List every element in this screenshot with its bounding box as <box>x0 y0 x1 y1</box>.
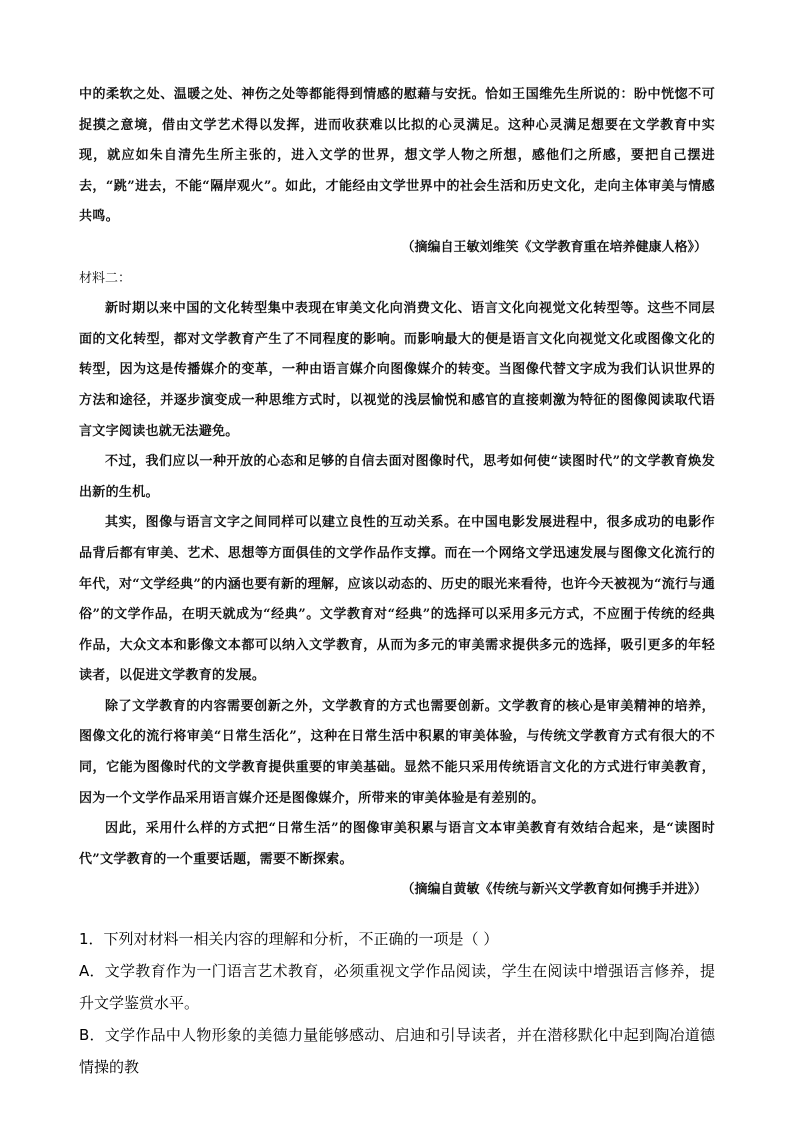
material-two-paragraph-4: 除了文学教育的内容需要创新之外，文学教育的方式也需要创新。文学教育的核心是审美精神的培养，图像文化的流行将审美“日常生活化”，这种在日常生活中积累的审美体验，与传统文学教育方式有很大的不同，它能为图像时代的文学教育提供重要的审美基础。显然不能只采用传统语言文化的方式进行审美教育，因为一个文学作品采用语言媒介还是图像媒介，所带来的审美体验是有差别的。 <box>79 698 715 806</box>
option-b: B．文学作品中人物形象的美德力量能够感动、启迪和引导读者，并在潜移默化中起到陶冶道德情操的教 <box>79 1026 715 1076</box>
material-two-source: （摘编自黄敏《传统与新兴文学教育如何携手并进》） <box>401 882 707 898</box>
material-two-paragraph-3: 其实，图像与语言文字之间同样可以建立良性的互动关系。在中国电影发展进程中，很多成功的电影作品背后都有审美、艺术、思想等方面俱佳的文学作品作支撑。而在一个网络文学迅速发展与图像文化流行的年代，对“文学经典”的内涵也要有新的理解，应该以动态的、历史的眼光来看待，也许今天被视为“流行与通俗”的文学作品，在明天就成为“经典”。文学教育对“经典”的选择可以采用多元方式，不应囿于传统的经典作品，大众文本和影像文本都可以纳入文学教育，从而为多元的审美需求提供多元的选择，吸引更多的年轻读者，以促进文学教育的发展。 <box>79 515 715 684</box>
material-two-paragraph-2: 不过，我们应以一种开放的心态和足够的自信去面对图像时代，思考如何使“读图时代”的文学教育焕发出新的生机。 <box>79 454 715 500</box>
question-stem: 1．下列对材料一相关内容的理解和分析，不正确的一项是（ ） <box>79 930 499 948</box>
option-a: A．文学教育作为一门语言艺术教育，必须重视文学作品阅读，学生在阅读中增强语言修养，提升文学鉴赏水平。 <box>79 962 715 1012</box>
material-two-label: 材料二： <box>79 270 132 286</box>
material-one-paragraph: 中的柔软之处、温暖之处、神伤之处等都能得到情感的慰藉与安抚。恰如王国维先生所说的：盼中恍惚不可捉摸之意境，借由文学艺术得以发挥，进而收获难以比拟的心灵满足。这种心灵满足想要在文学教育中实现，就应如朱自清先生所主张的，进入文学的世界，想文学人物之所想，感他们之所感，要把自己摆进去，“跳”进去，不能“隔岸观火”。如此，才能经由文学世界中的社会生活和历史文化，走向主体审美与情感共鸣。 <box>79 87 715 225</box>
material-one-source: （摘编自王敏刘维笑《文学教育重在培养健康人格》） <box>401 239 707 255</box>
material-two-paragraph-5: 因此，采用什么样的方式把“日常生活”的图像审美积累与语言文本审美教育有效结合起来，是“读图时代”文学教育的一个重要话题，需要不断探索。 <box>79 821 715 867</box>
question-1 <box>79 923 715 1083</box>
material-two-paragraph-1: 新时期以来中国的文化转型集中表现在审美文化向消费文化、语言文化向视觉文化转型等。这些不同层面的文化转型，都对文学教育产生了不同程度的影响。而影响最大的便是语言文化向视觉文化或图像文化的转型，因为这是传播媒介的变革，一种由语言媒介向图像媒介的转变。当图像代替文字成为我们认识世界的方法和途径，并逐步演变成一种思维方式时，以视觉的浅层愉悦和感官的直接刺激为特征的图像阅读取代语言文字阅读也就无法避免。 <box>79 301 715 439</box>
reading-passage <box>79 80 715 906</box>
